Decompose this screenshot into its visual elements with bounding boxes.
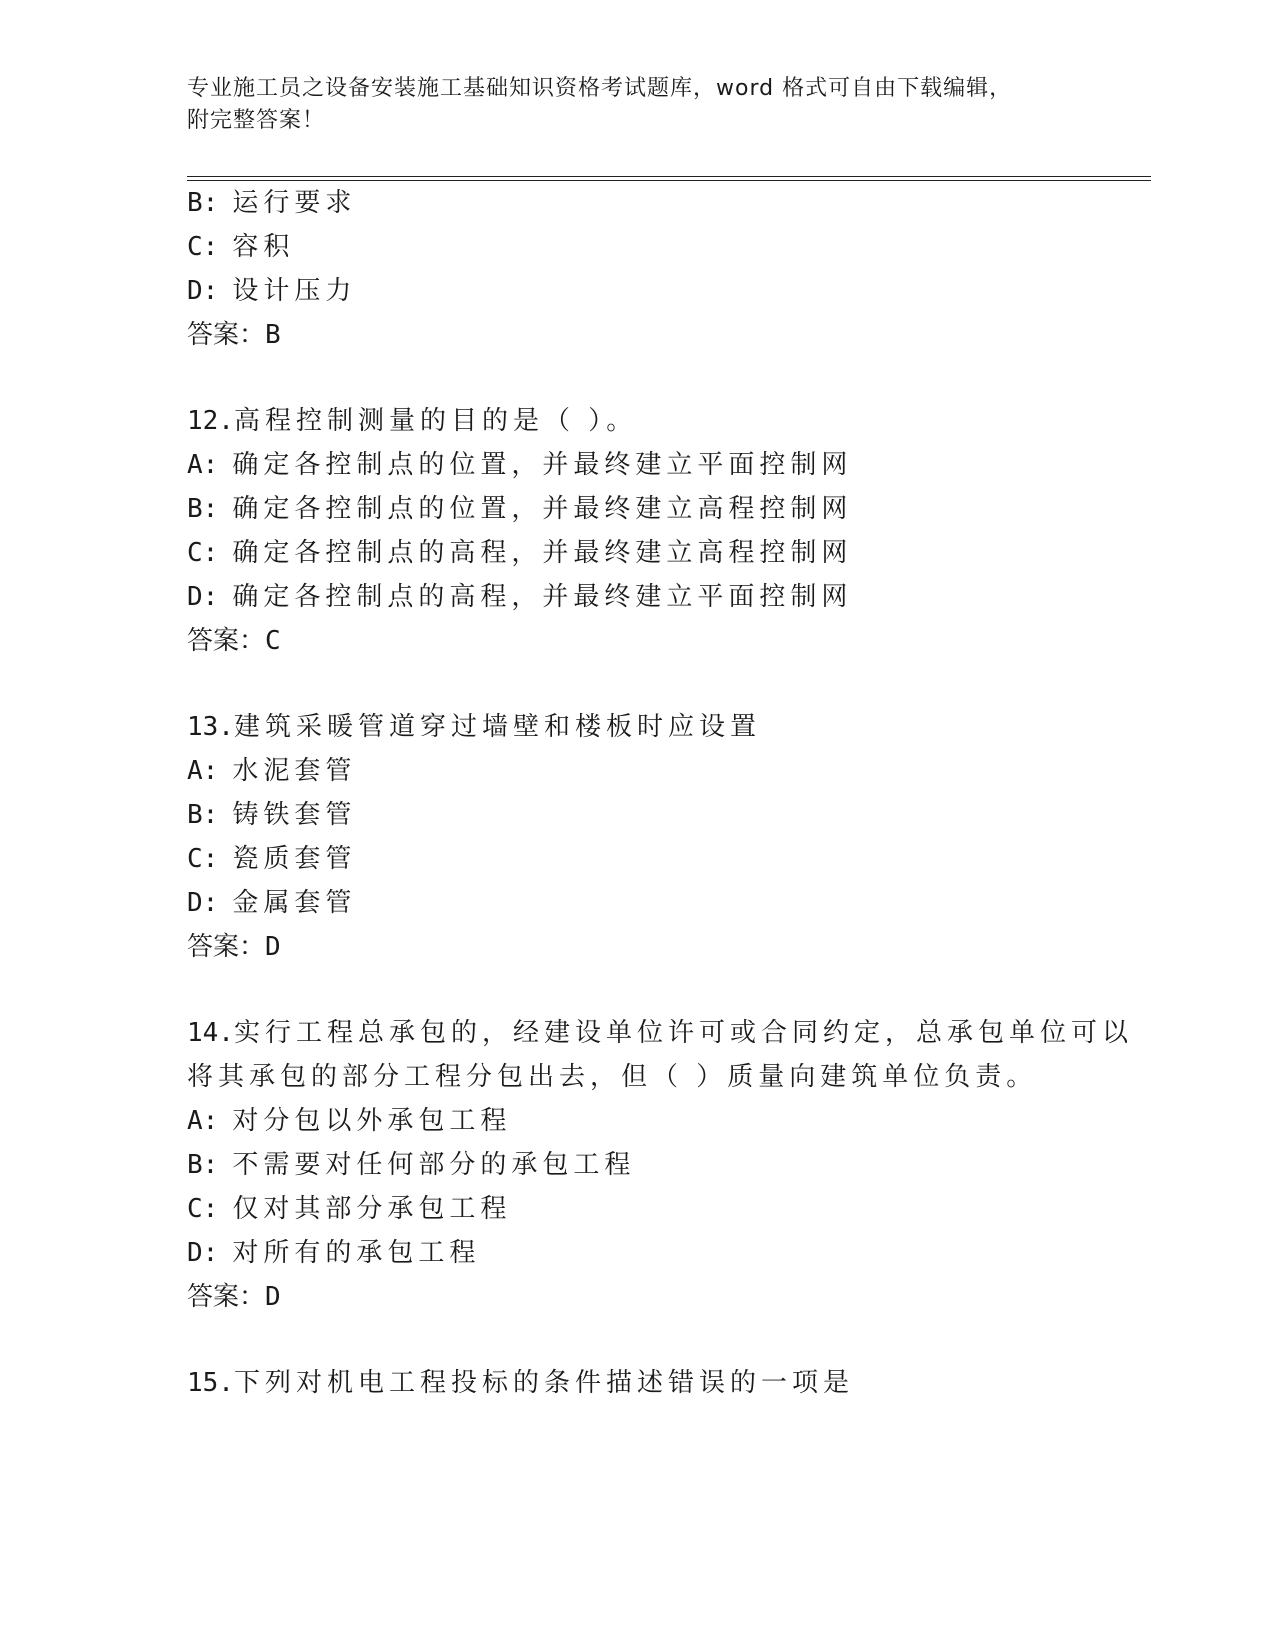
question-13-option-b: B: 铸铁套管 (187, 800, 357, 830)
question-14-stem-line-1: 14.实行工程总承包的，经建设单位许可或合同约定，总承包单位可以 (187, 1018, 1133, 1048)
question-14-stem-line-2: 将其承包的部分工程分包出去，但（ ）质量向建筑单位负责。 (187, 1062, 1038, 1092)
document-header (187, 73, 1087, 137)
option-d: D: 设计压力 (187, 276, 357, 306)
question-13-option-c: C: 瓷质套管 (187, 844, 357, 874)
question-13-option-a: A: 水泥套管 (187, 756, 357, 786)
question-12-option-c: C: 确定各控制点的高程，并最终建立高程控制网 (187, 538, 853, 568)
question-14-option-d: D: 对所有的承包工程 (187, 1238, 481, 1268)
question-13-option-d: D: 金属套管 (187, 888, 357, 918)
question-12-option-d: D: 确定各控制点的高程，并最终建立平面控制网 (187, 582, 853, 612)
question-12-option-b: B: 确定各控制点的位置，并最终建立高程控制网 (187, 494, 853, 524)
header-divider (187, 176, 1151, 181)
question-14-option-b: B: 不需要对任何部分的承包工程 (187, 1150, 636, 1180)
question-12-answer: 答案：C (187, 626, 281, 656)
question-15-stem: 15.下列对机电工程投标的条件描述错误的一项是 (187, 1368, 854, 1398)
option-c: C: 容积 (187, 232, 295, 262)
answer-line: 答案：B (187, 320, 281, 350)
question-14-option-c: C: 仅对其部分承包工程 (187, 1194, 512, 1224)
option-b: B: 运行要求 (187, 188, 357, 218)
question-13-answer: 答案：D (187, 932, 281, 962)
header-line-1: 专业施工员之设备安装施工基础知识资格考试题库，word 格式可自由下载编辑， (187, 76, 1013, 101)
question-12-option-a: A: 确定各控制点的位置，并最终建立平面控制网 (187, 450, 853, 480)
header-line-2: 附完整答案！ (187, 108, 326, 133)
question-14-answer: 答案：D (187, 1282, 281, 1312)
question-12-stem: 12.高程控制测量的目的是（ ）。 (187, 406, 638, 436)
question-14-option-a: A: 对分包以外承包工程 (187, 1106, 512, 1136)
question-13-stem: 13.建筑采暖管道穿过墙壁和楼板时应设置 (187, 712, 761, 742)
